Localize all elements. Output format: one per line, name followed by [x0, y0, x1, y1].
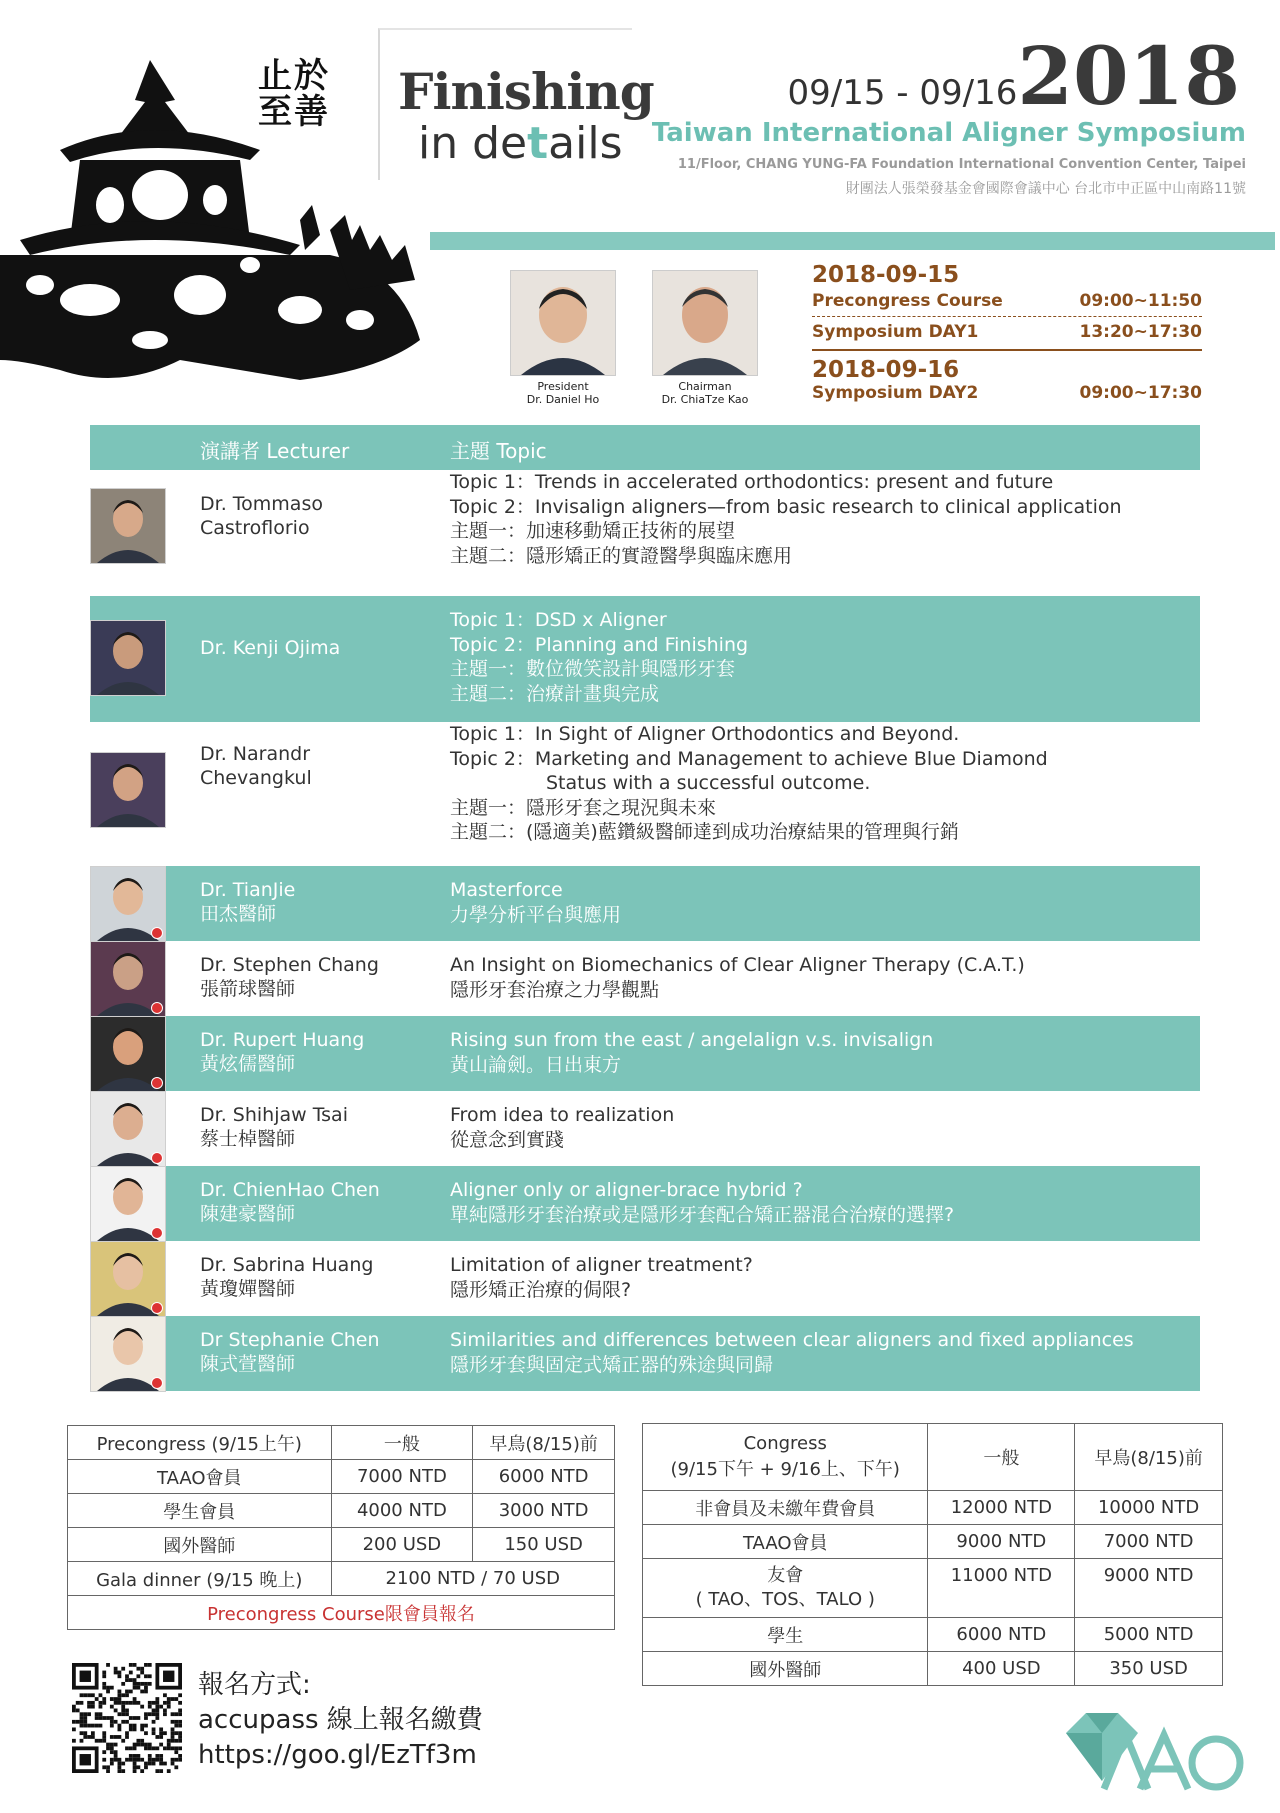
lecturer-name	[200, 1253, 373, 1301]
topic-line: Topic 2：Invisalign aligners—from basic research to clinical application	[450, 495, 1122, 518]
topic-line: Limitation of aligner treatment?	[450, 1254, 753, 1276]
congress-header-line1: Congress	[743, 1433, 827, 1454]
lecturer-name-line: 陳建豪醫師	[200, 1203, 296, 1225]
fee-category: TAAO會員	[643, 1525, 928, 1559]
fee-row	[643, 1652, 1223, 1686]
lecturer-photo	[90, 1091, 166, 1167]
fee-price-early: 150 USD	[473, 1528, 615, 1562]
topic-line: 主題二：(隱適美)藍鑽級醫師達到成功治療結果的管理與行銷	[450, 821, 959, 843]
lecture-topics	[450, 608, 748, 706]
official-chairman	[652, 270, 770, 406]
topic-line: Topic 1：Trends in accelerated orthodontics: present and future	[450, 471, 1054, 493]
topic-line: 主題二：治療計畫與完成	[450, 682, 660, 705]
fee-row	[643, 1525, 1223, 1559]
fee-category: 學生	[643, 1618, 928, 1652]
topic-line: 黃山論劍。日出東方	[450, 1053, 622, 1076]
registration-method: accupass 線上報名繳費	[198, 1705, 483, 1735]
lecturer-name-line: 張箭球醫師	[200, 978, 296, 1000]
country-flag-icon	[151, 1227, 163, 1239]
topic-line: Aligner only or aligner-brace hybrid ?	[450, 1179, 803, 1201]
headline-part-ails: ails	[548, 118, 623, 169]
lecturer-table	[90, 425, 1200, 1391]
chairman-photo	[652, 270, 758, 376]
lecturer-name	[200, 742, 312, 790]
topic-line: Topic 2：Marketing and Management to achieve Blue Diamond	[450, 747, 1048, 770]
lecturer-name	[200, 1103, 348, 1151]
lecturer-row	[90, 722, 1200, 866]
fee-row	[643, 1559, 1223, 1618]
lecturer-name-line: Dr. Tommaso	[200, 493, 323, 515]
lecturer-name-line: 黃炫儒醫師	[200, 1053, 296, 1075]
lecturer-row	[90, 866, 1200, 941]
lecturer-name	[200, 492, 323, 540]
schedule-label: Precongress Course	[812, 291, 1003, 311]
lecture-topics	[450, 470, 1122, 568]
lecturer-photo	[90, 620, 166, 696]
congress-fee-table	[642, 1423, 1223, 1686]
fee-price-early: 9000 NTD	[1075, 1559, 1223, 1618]
fee-price-early: 5000 NTD	[1075, 1618, 1223, 1652]
fee-price: 400 USD	[928, 1652, 1075, 1686]
lecturer-photo	[90, 866, 166, 942]
fee-row-gala	[68, 1562, 615, 1596]
lecturer-name	[200, 878, 295, 926]
fee-price: 12000 NTD	[928, 1491, 1075, 1525]
fee-header-cell: 早鳥(8/15)前	[473, 1426, 615, 1460]
fee-price: 9000 NTD	[928, 1525, 1075, 1559]
topic-line: Rising sun from the east / angelalign v.s. invisalign	[450, 1029, 934, 1051]
fee-price: 4000 NTD	[331, 1494, 473, 1528]
topic-line: From idea to realization	[450, 1104, 675, 1126]
chairman-name: Dr. ChiaTze Kao	[661, 393, 749, 406]
country-flag-icon	[151, 1077, 163, 1089]
gala-price: 2100 NTD / 70 USD	[331, 1562, 614, 1596]
topic-line: 主題一：數位微笑設計與隱形牙套	[450, 658, 736, 680]
topic-line: Status with a successful outcome.	[546, 772, 871, 794]
lecturer-row	[90, 1241, 1200, 1316]
country-flag-icon	[151, 1377, 163, 1389]
lecturer-rows	[90, 470, 1200, 1391]
lecture-topics	[450, 878, 621, 927]
lecturer-row	[90, 1166, 1200, 1241]
topic-line: 隱形牙套與固定式矯正器的殊途與同歸	[450, 1353, 774, 1376]
venue-chinese: 財團法人張榮發基金會國際會議中心 台北市中正區中山南路11號	[845, 181, 1246, 197]
header-divider-bar	[430, 232, 1275, 250]
country-flag-icon	[151, 1152, 163, 1164]
schedule-divider	[812, 349, 1202, 351]
friend-society-label: 友會	[767, 1565, 804, 1586]
fee-price-early: 7000 NTD	[1075, 1525, 1223, 1559]
president-role: President	[537, 380, 589, 393]
calligraphy-motto: 止於至善	[258, 56, 330, 132]
lecture-topics	[450, 1103, 674, 1152]
event-dates	[787, 29, 1240, 123]
schedule-time: 13:20~17:30	[1079, 322, 1202, 342]
schedule-date-day1: 2018-09-15	[812, 262, 960, 288]
lecturer-name-line: 陳式萱醫師	[200, 1353, 296, 1375]
fee-price: 7000 NTD	[331, 1460, 473, 1494]
fee-category: TAAO會員	[68, 1460, 332, 1494]
col-lecturer-header: 演講者 Lecturer	[200, 439, 350, 463]
gala-label: Gala dinner (9/15 晚上)	[68, 1562, 332, 1596]
lecturer-name-line: Dr. TianJie	[200, 879, 296, 901]
symposium-title: Taiwan International Aligner Symposium	[651, 118, 1246, 148]
precongress-fee-table	[67, 1425, 615, 1630]
lecturer-name	[200, 953, 379, 1001]
event-year: 2018	[1017, 29, 1240, 123]
topic-line: 隱形牙套治療之力學觀點	[450, 978, 660, 1001]
lecturer-row	[90, 1016, 1200, 1091]
lecturer-photo	[90, 941, 166, 1017]
fee-row	[643, 1491, 1223, 1525]
lecturer-name-line: 蔡士棹醫師	[200, 1128, 296, 1150]
president-name: Dr. Daniel Ho	[526, 393, 600, 406]
lecturer-row	[90, 470, 1200, 596]
fee-header-row	[68, 1426, 615, 1460]
schedule-label: Symposium DAY2	[812, 383, 979, 403]
fee-row	[68, 1494, 615, 1528]
lecturer-name-line: Dr. ChienHao Chen	[200, 1179, 380, 1201]
lecture-topics	[450, 1253, 753, 1302]
fee-category: 非會員及未繳年費會員	[643, 1491, 928, 1525]
country-flag-icon	[151, 927, 163, 939]
schedule-divider	[812, 316, 1202, 317]
schedule-row	[812, 319, 1202, 345]
schedule-row	[812, 288, 1202, 314]
col-topic-header: 主題 Topic	[450, 439, 547, 463]
venue-english: 11/Floor, CHANG YUNG-FA Foundation International Convention Center, Taipei	[677, 157, 1246, 172]
lecturer-row	[90, 1091, 1200, 1166]
lecture-topics	[450, 722, 1048, 845]
fee-header-cell: 一般	[331, 1426, 473, 1460]
lecturer-name	[200, 1178, 380, 1226]
fee-price-early: 3000 NTD	[473, 1494, 615, 1528]
topic-line: 隱形矯正治療的侷限?	[450, 1278, 632, 1301]
registration-info	[198, 1668, 483, 1773]
topic-line: Masterforce	[450, 879, 563, 901]
lecturer-photo	[90, 1016, 166, 1092]
lecturer-name	[200, 1328, 380, 1376]
headline-accent-t: t	[527, 118, 549, 169]
date-range: 09/15 - 09/16	[787, 73, 1018, 113]
lecturer-photo	[90, 488, 166, 564]
topic-line: 從意念到實踐	[450, 1128, 565, 1151]
topic-line: Topic 2：Planning and Finishing	[450, 633, 749, 656]
lecturer-name	[200, 1028, 364, 1076]
schedule-time: 09:00~11:50	[1079, 291, 1202, 311]
fee-row	[643, 1618, 1223, 1652]
lecturer-name-line: Dr. Rupert Huang	[200, 1029, 365, 1051]
schedule-label: Symposium DAY1	[812, 322, 979, 342]
fee-price-early: 10000 NTD	[1075, 1491, 1223, 1525]
headline-part-in-de: in de	[418, 118, 528, 169]
president-photo	[510, 270, 616, 376]
country-flag-icon	[151, 1302, 163, 1314]
fee-note-row	[68, 1596, 615, 1630]
lecturer-name-line: Dr. Kenji Ojima	[200, 637, 341, 659]
fee-price: 6000 NTD	[928, 1618, 1075, 1652]
registration-title: 報名方式:	[198, 1670, 311, 1700]
lecturer-photo	[90, 1166, 166, 1242]
lecture-topics	[450, 953, 1025, 1002]
topic-line: 主題一：加速移動矯正技術的展望	[450, 520, 736, 542]
lecturer-name-line: Dr. Stephen Chang	[200, 954, 379, 976]
fee-price-early: 350 USD	[1075, 1652, 1223, 1686]
lecturer-photo	[90, 752, 166, 828]
lecturer-name-line: Dr. Shihjaw Tsai	[200, 1104, 348, 1126]
lecturer-row	[90, 1316, 1200, 1391]
lecturer-name-line: Dr. Sabrina Huang	[200, 1254, 374, 1276]
lecturer-photo	[90, 1316, 166, 1392]
headline-finishing: Finishing	[398, 62, 654, 121]
topic-line: An Insight on Biomechanics of Clear Aligner Therapy (C.A.T.)	[450, 954, 1025, 976]
lecturer-name-line: Dr. Narandr	[200, 743, 311, 765]
fee-category: 學生會員	[68, 1494, 332, 1528]
friend-society-list: ( TAO、TOS、TALO )	[695, 1589, 875, 1610]
schedule-row	[812, 383, 1202, 406]
topic-line: 單純隱形牙套治療或是隱形牙套配合矯正器混合治療的選擇?	[450, 1203, 955, 1226]
fee-row	[68, 1528, 615, 1562]
fee-price-early: 6000 NTD	[473, 1460, 615, 1494]
registration-qr-code[interactable]	[72, 1663, 182, 1773]
chairman-role: Chairman	[678, 380, 732, 393]
schedule-time: 09:00~17:30	[1079, 383, 1202, 403]
lecturer-name-line: Chevangkul	[200, 767, 312, 789]
congress-header-cell	[643, 1424, 928, 1491]
fee-header-row	[643, 1424, 1223, 1491]
fee-header-cell: 早鳥(8/15)前	[1075, 1424, 1223, 1491]
lecture-topics	[450, 1328, 1134, 1377]
lecturer-name	[200, 636, 340, 660]
topic-line: Similarities and differences between clear aligners and fixed appliances	[450, 1329, 1134, 1351]
taao-logo	[1060, 1705, 1250, 1795]
lecturer-name-line: 黃瓊嬋醫師	[200, 1278, 296, 1300]
topic-line: 力學分析平台與應用	[450, 903, 622, 926]
country-flag-icon	[151, 1002, 163, 1014]
lecturer-name-line: 田杰醫師	[200, 903, 277, 925]
lecture-topics	[450, 1178, 954, 1227]
topic-line: Topic 1：In Sight of Aligner Orthodontics and Beyond.	[450, 723, 960, 745]
topic-line: Topic 1：DSD x Aligner	[450, 609, 667, 631]
registration-link[interactable]: https://goo.gl/EzTf3m	[198, 1740, 477, 1770]
lecturer-name-line: Castroflorio	[200, 517, 310, 539]
fee-header-cell: 一般	[928, 1424, 1075, 1491]
lecturer-row	[90, 596, 1200, 722]
precongress-note: Precongress Course限會員報名	[68, 1596, 615, 1630]
fee-price: 11000 NTD	[928, 1559, 1075, 1618]
fee-row	[68, 1460, 615, 1494]
lecturer-photo	[90, 1241, 166, 1317]
fee-header-cell: Precongress (9/15上午)	[68, 1426, 332, 1460]
topic-line: 主題一：隱形牙套之現況與未來	[450, 796, 717, 819]
fee-category: 國外醫師	[68, 1528, 332, 1562]
congress-header-line2: (9/15下午 + 9/16上、下午)	[670, 1459, 900, 1480]
headline-in-details	[418, 118, 623, 169]
official-president	[510, 270, 628, 406]
fee-category	[643, 1559, 928, 1618]
schedule-date-day2: 2018-09-16	[812, 357, 960, 383]
lecture-topics	[450, 1028, 933, 1077]
schedule-panel	[812, 262, 1202, 406]
fee-category: 國外醫師	[643, 1652, 928, 1686]
fee-price: 200 USD	[331, 1528, 473, 1562]
lecturer-table-header	[90, 425, 1200, 470]
lecturer-name-line: Dr Stephanie Chen	[200, 1329, 380, 1351]
lecturer-row	[90, 941, 1200, 1016]
topic-line: 主題二：隱形矯正的實證醫學與臨床應用	[450, 544, 793, 567]
